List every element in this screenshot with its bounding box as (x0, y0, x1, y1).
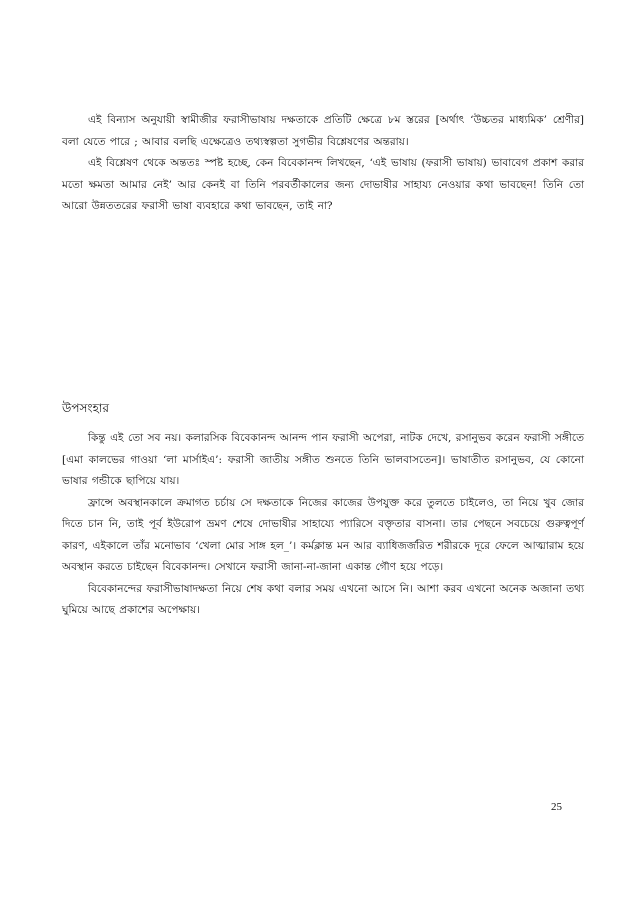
intro-section (62, 110, 584, 218)
intro-paragraph-2: এই বিশ্লেষণ থেকে অন্ততঃ স্পষ্ট হচ্ছে, কেন বিবেকানন্দ লিখছেন, ‘এই ভাষায় (ফরাসী ভাষায়) ভাবাবেগ প্রকাশ করার মতো ক্ষমতা আমার নেই’ আর কেনই বা তিনি পরবর্তীকালের জন্য দোভাষীর সাহায্য নেওয়ার কথা ভাবছেন! তিনি তো আরো উন্নততরের ফরাসী ভাষা ব্যবহারে কথা ভাবছেন, তাই না? (62, 157, 584, 212)
intro-paragraph-1: এই বিন্যাস অনুযায়ী স্বামীজীর ফরাসীভাষায় দক্ষতাকে প্রতিটি ক্ষেত্রে ৮ম স্তরের [অর্থাৎ ‘উচ্চতর মাধ্যমিক’ শ্রেণীর] বলা যেতে পারে ; আবার বলছি এক্ষেত্রেও তথ্যস্বল্পতা সুগভীর বিশ্লেষণের অন্তরায়। (62, 114, 584, 148)
conclusion-paragraph-2: ফ্রান্সে অবস্থানকালে ক্রমাগত চর্চায় সে দক্ষতাকে নিজের কাজের উপযুক্ত করে তুলতে চাইলেও, তা নিয়ে খুব জোর দিতে চান নি, তাই পূর্ব ইউরোপ ভ্রমণ শেষে দোভাষীর সাহায্যে প্যারিসে বক্তৃতার বাসনা। তার পেছনে সবচেয়ে গুরুত্বপূর্ণ কারণ, এইকালে তাঁর মনোভাব ‘খেলা মোর সাঙ্গ হল_’। কর্মক্লান্ত মন আর ব্যাধিজর্জরিত শরীরকে দূরে ফেলে আত্মারাম হয়ে অবস্থান করতে চাইছেন বিবেকানন্দ। সেখানে ফরাসী জানা-না-জানা একান্ত গৌণ হয়ে পড়ে। (62, 496, 584, 573)
page-number: 25 (551, 801, 562, 813)
section-heading: উপসংহার (62, 401, 109, 415)
conclusion-section (62, 428, 584, 622)
conclusion-paragraph-1: কিন্তু এই তো সব নয়। কলারসিক বিবেকানন্দ আনন্দ পান ফরাসী অপেরা, নাটক দেখে, রসানুভব করেন ফরাসী সঙ্গীতে [এমা কালভের গাওয়া ‘লা মার্সাইএ’: ফরাসী জাতীয় সঙ্গীত শুনতে তিনি ভালবাসতেন]। ভাষাতীত রসানুভব, যে কোনো ভাষার গন্ডীকে ছাপিয়ে যায়। (62, 432, 584, 487)
conclusion-paragraph-3: বিবেকানন্দের ফরাসীভাষাদক্ষতা নিয়ে শেষ কথা বলার সময় এখনো আসে নি। আশা করব এখনো অনেক অজানা তথ্য ঘুমিয়ে আছে প্রকাশের অপেক্ষায়। (62, 582, 584, 616)
